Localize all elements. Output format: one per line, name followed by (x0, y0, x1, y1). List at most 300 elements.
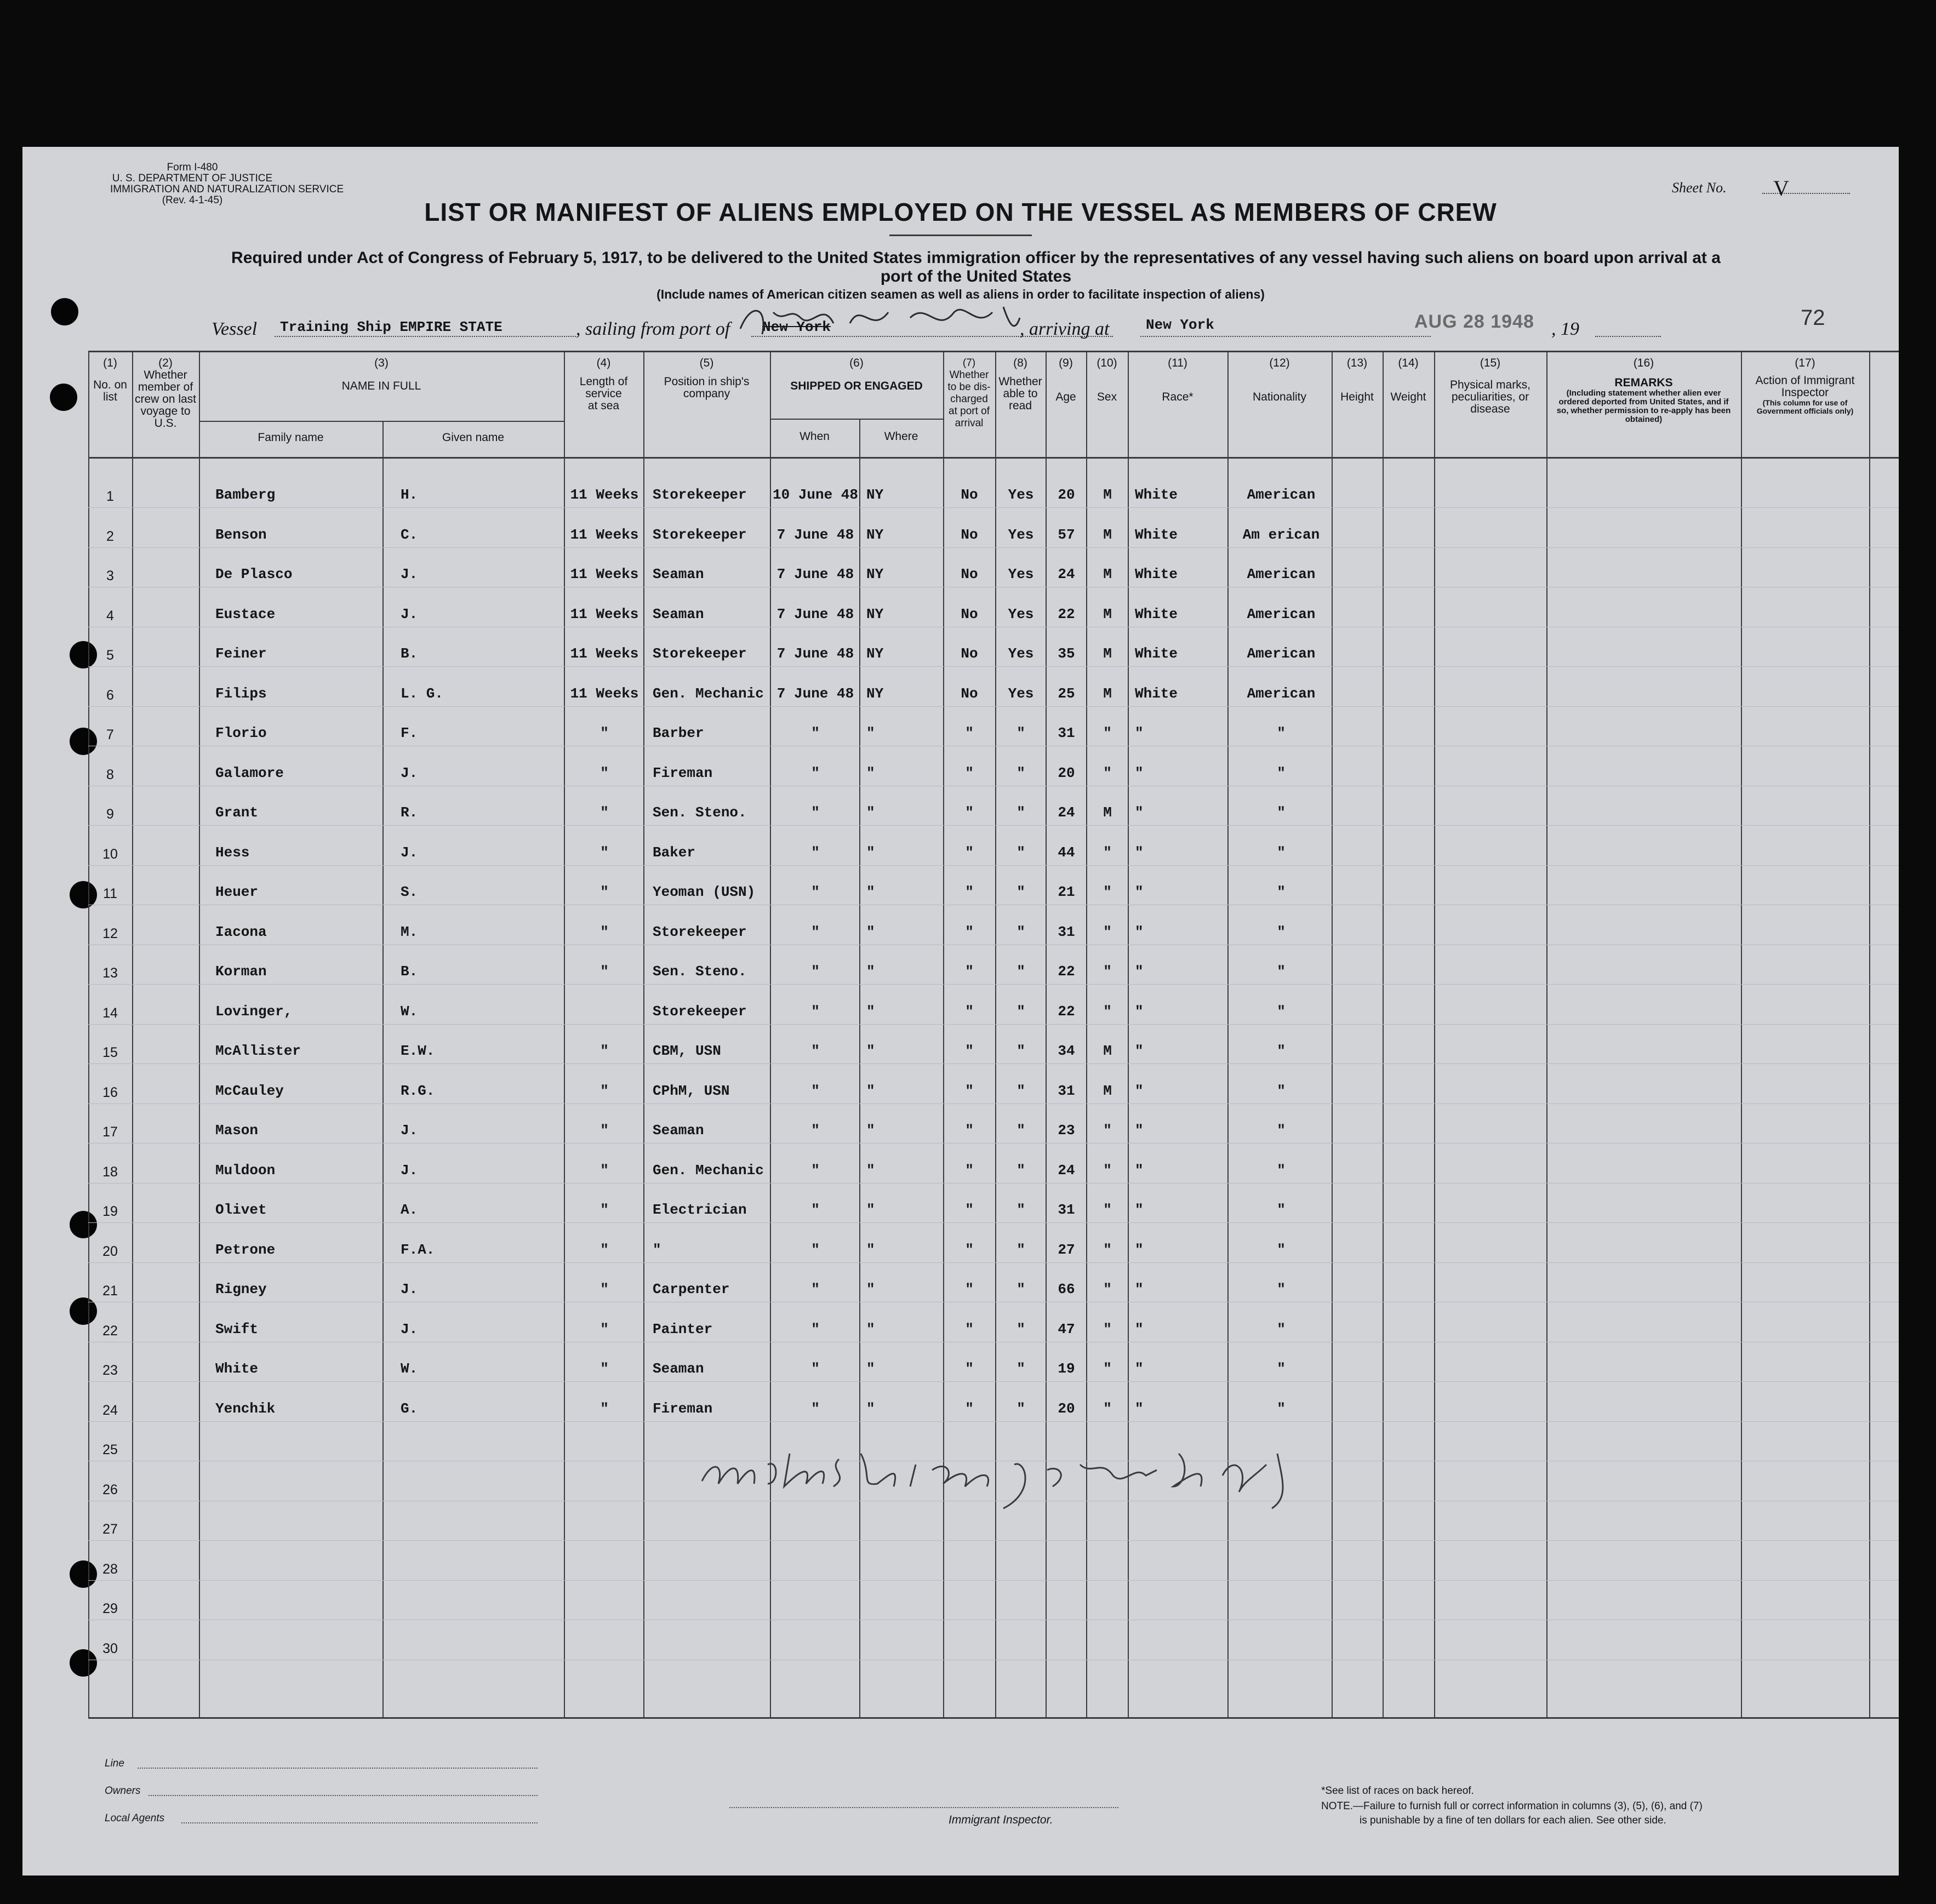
length-of-service: " (600, 1321, 609, 1337)
row-rule (88, 1262, 1899, 1263)
col-1-header: (1) No. on list (93, 357, 127, 403)
family-name: Swift (215, 1321, 259, 1337)
able-to-read: Yes (1008, 527, 1034, 543)
able-to-read: Yes (1008, 606, 1034, 622)
col-rule (1546, 351, 1547, 1719)
given-name: J. (401, 566, 418, 582)
given-name: W. (401, 1003, 418, 1020)
table-bottom-border (88, 1717, 1899, 1719)
shipped-where: NY (866, 685, 884, 702)
shipped-when: 7 June 48 (776, 685, 854, 702)
discharged: " (965, 1003, 974, 1020)
nationality: " (1277, 1202, 1286, 1218)
sex: " (1103, 1202, 1112, 1218)
row-number: 24 (102, 1403, 118, 1418)
shipped-when: " (811, 725, 820, 741)
given-name: J. (401, 606, 418, 622)
position: Baker (653, 844, 696, 861)
row-number: 2 (106, 529, 114, 544)
arriving-underline (1140, 336, 1431, 337)
row-number: 6 (106, 688, 114, 703)
agents-label: Local Agents (105, 1812, 165, 1824)
position: CPhM, USN (653, 1083, 730, 1099)
race: " (1135, 804, 1144, 821)
able-to-read: " (1016, 1242, 1025, 1258)
col-rule (1869, 351, 1870, 1719)
shipped-where: NY (866, 527, 884, 543)
sex: M (1103, 804, 1112, 821)
col-rule (88, 351, 89, 1719)
race: White (1135, 527, 1178, 543)
family-name: Petrone (215, 1242, 276, 1258)
family-name: Eustace (215, 606, 276, 622)
shipped-when: " (811, 1281, 820, 1297)
col-rule (382, 421, 384, 1719)
nationality: " (1277, 804, 1286, 821)
length-of-service: 11 Weeks (570, 487, 639, 503)
given-name: F. (401, 725, 418, 741)
vessel-label: Vessel (212, 319, 258, 339)
vessel-underline (275, 336, 576, 337)
row-number: 20 (102, 1244, 118, 1259)
age: 19 (1058, 1360, 1075, 1377)
sex: M (1103, 566, 1112, 582)
row-number: 26 (102, 1482, 118, 1497)
sex: M (1103, 685, 1112, 702)
age: 66 (1058, 1281, 1075, 1297)
discharged: " (965, 725, 974, 741)
given-name: W. (401, 1360, 418, 1377)
given-name: M. (401, 924, 418, 940)
family-name: Yenchik (215, 1400, 276, 1417)
shipped-when: " (811, 1321, 820, 1337)
position: Gen. Mechanic (653, 1162, 764, 1179)
family-name: Galamore (215, 765, 284, 781)
row-rule (88, 1540, 1899, 1541)
sailing-label: , sailing from port of (576, 319, 730, 339)
position: CBM, USN (653, 1043, 721, 1059)
title-underline (889, 235, 1032, 236)
form-department: U. S. DEPARTMENT OF JUSTICE (112, 173, 273, 184)
col-3-header: (3) NAME IN FULL (341, 357, 421, 392)
row-rule (88, 547, 1899, 548)
given-name: J. (401, 1321, 418, 1337)
discharged: No (961, 487, 978, 503)
discharged: No (961, 527, 978, 543)
shipped-where: " (866, 844, 875, 861)
row-number: 30 (102, 1641, 118, 1656)
col-3a-header: Family name (258, 431, 324, 444)
position: Storekeeper (653, 527, 747, 543)
row-number: 18 (102, 1164, 118, 1180)
length-of-service: " (600, 963, 609, 980)
length-of-service: " (600, 765, 609, 781)
table-top-border (88, 351, 1899, 352)
given-name: J. (401, 1122, 418, 1139)
position: Storekeeper (653, 645, 747, 662)
shipped-when: " (811, 765, 820, 781)
row-number: 28 (102, 1562, 118, 1577)
family-name: Bamberg (215, 487, 276, 503)
discharged: " (965, 1162, 974, 1179)
nationality: " (1277, 924, 1286, 940)
able-to-read: " (1016, 725, 1025, 741)
sex: M (1103, 527, 1112, 543)
able-to-read: Yes (1008, 645, 1034, 662)
shipped-where: " (866, 1003, 875, 1020)
age: 25 (1058, 685, 1075, 702)
row-number: 9 (106, 807, 114, 822)
page-number: 72 (1801, 306, 1825, 330)
race: " (1135, 844, 1144, 861)
shipped-where: NY (866, 606, 884, 622)
family-name: McCauley (215, 1083, 284, 1099)
able-to-read: " (1016, 1122, 1025, 1139)
age: 47 (1058, 1321, 1075, 1337)
shipped-where: NY (866, 487, 884, 503)
age: 24 (1058, 566, 1075, 582)
immigrant-inspector-label: Immigrant Inspector. (949, 1814, 1053, 1826)
able-to-read: " (1016, 804, 1025, 821)
family-name: De Plasco (215, 566, 293, 582)
col-rule (1383, 351, 1384, 1719)
row-number: 22 (102, 1323, 118, 1339)
sex: " (1103, 1400, 1112, 1417)
length-of-service: " (600, 804, 609, 821)
race: " (1135, 1360, 1144, 1377)
family-name: Olivet (215, 1202, 267, 1218)
shipped-when: " (811, 884, 820, 900)
able-to-read: Yes (1008, 685, 1034, 702)
race: " (1135, 1043, 1144, 1059)
discharged: " (965, 804, 974, 821)
col-13-header: (13) Height (1340, 357, 1374, 403)
able-to-read: " (1016, 1043, 1025, 1059)
sex: " (1103, 725, 1112, 741)
row-number: 8 (106, 767, 114, 782)
family-name: Filips (215, 685, 267, 702)
row-number: 17 (102, 1124, 118, 1140)
col-5-header: (5) Position in ship's company (664, 357, 750, 400)
given-name: G. (401, 1400, 418, 1417)
length-of-service: 11 Weeks (570, 527, 639, 543)
able-to-read: " (1016, 1400, 1025, 1417)
col-rule (1332, 351, 1333, 1719)
able-to-read: " (1016, 1360, 1025, 1377)
position: Seaman (653, 1122, 704, 1139)
shipped-where: " (866, 1083, 875, 1099)
shipped-when: 7 June 48 (776, 606, 854, 622)
discharged: " (965, 1083, 974, 1099)
length-of-service: " (600, 1083, 609, 1099)
manifest-sheet (22, 147, 1899, 1876)
shipped-when: " (811, 844, 820, 861)
sex: M (1103, 487, 1112, 503)
length-of-service: " (600, 725, 609, 741)
row-rule (88, 1381, 1899, 1382)
sheet-number-label: Sheet No. (1672, 180, 1727, 196)
given-name: C. (401, 527, 418, 543)
shipped-when: " (811, 1242, 820, 1258)
shipped-where: " (866, 1162, 875, 1179)
race: " (1135, 1202, 1144, 1218)
given-name: L. G. (401, 685, 444, 702)
sex: M (1103, 1043, 1112, 1059)
nationality: " (1277, 725, 1286, 741)
penalty-note-2: is punishable by a fine of ten dollars for each alien. See other side. (1360, 1815, 1666, 1826)
sex: " (1103, 1162, 1112, 1179)
shipped-where: NY (866, 645, 884, 662)
race: " (1135, 1162, 1144, 1179)
row-number: 15 (102, 1045, 118, 1060)
penalty-note-1: NOTE.—Failure to furnish full or correct information in columns (3), (5), (6), and (7) (1321, 1800, 1703, 1812)
race: " (1135, 1083, 1144, 1099)
age: 31 (1058, 725, 1075, 741)
given-name: E.W. (401, 1043, 435, 1059)
able-to-read: " (1016, 1202, 1025, 1218)
shipped-where: " (866, 963, 875, 980)
agents-underline (181, 1822, 538, 1823)
race-note: *See list of races on back hereof. (1321, 1785, 1474, 1797)
length-of-service: " (600, 1043, 609, 1059)
given-name: F.A. (401, 1242, 435, 1258)
row-rule (88, 1024, 1899, 1025)
nationality: " (1277, 1162, 1286, 1179)
discharged: " (965, 1400, 974, 1417)
able-to-read: " (1016, 924, 1025, 940)
col-rule (1741, 351, 1742, 1719)
family-name: Muldoon (215, 1162, 276, 1179)
row-rule (88, 507, 1899, 508)
discharged: " (965, 884, 974, 900)
position: " (653, 1242, 661, 1258)
race: " (1135, 1400, 1144, 1417)
row-rule (88, 1222, 1899, 1223)
col-3b-header: Given name (442, 431, 505, 444)
col-rule (132, 351, 133, 1719)
family-name: McAllister (215, 1043, 301, 1059)
length-of-service: " (600, 1400, 609, 1417)
given-name: J. (401, 765, 418, 781)
punch-hole (50, 384, 77, 411)
given-name: B. (401, 645, 418, 662)
position: Fireman (653, 765, 713, 781)
nationality: Am erican (1242, 527, 1320, 543)
age: 22 (1058, 963, 1075, 980)
shipped-where: " (866, 1242, 875, 1258)
length-of-service: 11 Weeks (570, 606, 639, 622)
age: 44 (1058, 844, 1075, 861)
nationality: " (1277, 765, 1286, 781)
nationality: " (1277, 1043, 1286, 1059)
row-rule (88, 865, 1899, 866)
age: 24 (1058, 804, 1075, 821)
age: 27 (1058, 1242, 1075, 1258)
vessel-name: Training Ship EMPIRE STATE (280, 319, 502, 335)
given-name: R. (401, 804, 418, 821)
col-17-header: (17) Action of Immigrant Inspector (This column for use of Government officials only) (1755, 357, 1855, 415)
able-to-read: Yes (1008, 487, 1034, 503)
nationality: American (1247, 685, 1316, 702)
port-from: New York (762, 319, 831, 335)
race: " (1135, 1003, 1144, 1020)
family-name: Korman (215, 963, 267, 980)
shipped-where: " (866, 804, 875, 821)
form-revision: (Rev. 4-1-45) (162, 195, 223, 206)
discharged: " (965, 1360, 974, 1377)
row-number: 11 (103, 886, 117, 901)
shipped-when: " (811, 924, 820, 940)
sex: M (1103, 606, 1112, 622)
given-name: S. (401, 884, 418, 900)
discharged: No (961, 606, 978, 622)
family-name: Heuer (215, 884, 259, 900)
nationality: American (1247, 645, 1316, 662)
row-number: 7 (106, 727, 114, 742)
shipped-when: " (811, 1162, 820, 1179)
shipped-where: " (866, 1400, 875, 1417)
sex: " (1103, 1321, 1112, 1337)
shipped-where: " (866, 725, 875, 741)
age: 20 (1058, 487, 1075, 503)
sex: M (1103, 1083, 1112, 1099)
length-of-service: " (600, 884, 609, 900)
family-name: Lovinger, (215, 1003, 293, 1020)
row-number: 25 (102, 1442, 118, 1457)
family-name: Florio (215, 725, 267, 741)
shipped-where: " (866, 884, 875, 900)
position: Seaman (653, 566, 704, 582)
able-to-read: " (1016, 963, 1025, 980)
discharged: No (961, 645, 978, 662)
age: 21 (1058, 884, 1075, 900)
shipped-where: NY (866, 566, 884, 582)
sex: " (1103, 765, 1112, 781)
family-name: Grant (215, 804, 259, 821)
year-label: , 19 (1551, 319, 1579, 339)
row-number: 13 (102, 965, 118, 981)
race: " (1135, 725, 1144, 741)
shipped-where: " (866, 1122, 875, 1139)
sex: M (1103, 645, 1112, 662)
position: Fireman (653, 1400, 713, 1417)
inspector-signature (696, 1432, 1321, 1514)
discharged: " (965, 1242, 974, 1258)
col-rule (199, 351, 200, 1719)
col-9-header: (9) Age (1055, 357, 1076, 403)
shipped-when: " (811, 1043, 820, 1059)
family-name: Benson (215, 527, 267, 543)
given-name: H. (401, 487, 418, 503)
position: Painter (653, 1321, 713, 1337)
form-service: IMMIGRATION AND NATURALIZATION SERVICE (110, 184, 344, 195)
name-subheader-rule (199, 421, 564, 422)
date-stamp: AUG 28 1948 (1414, 311, 1534, 332)
age: 23 (1058, 1122, 1075, 1139)
given-name: J. (401, 1162, 418, 1179)
race: White (1135, 487, 1178, 503)
given-name: B. (401, 963, 418, 980)
sex: " (1103, 1122, 1112, 1139)
position: Carpenter (653, 1281, 730, 1297)
shipped-where: " (866, 1321, 875, 1337)
shipped-where: " (866, 1202, 875, 1218)
race: " (1135, 884, 1144, 900)
age: 31 (1058, 924, 1075, 940)
shipped-when: " (811, 1360, 820, 1377)
shipped-where: " (866, 1360, 875, 1377)
arriving-port: New York (1146, 317, 1214, 333)
position: Gen. Mechanic (653, 685, 764, 702)
form-title: LIST OR MANIFEST OF ALIENS EMPLOYED ON THE VESSEL AS MEMBERS OF CREW (424, 198, 1497, 226)
shipped-subheader-rule (770, 419, 943, 420)
age: 20 (1058, 765, 1075, 781)
race: White (1135, 606, 1178, 622)
length-of-service: " (600, 924, 609, 940)
able-to-read: " (1016, 1003, 1025, 1020)
length-of-service: 11 Weeks (570, 566, 639, 582)
shipped-when: 7 June 48 (776, 566, 854, 582)
race: " (1135, 765, 1144, 781)
shipped-when: " (811, 1400, 820, 1417)
row-rule (88, 1580, 1899, 1581)
discharged: " (965, 1281, 974, 1297)
col-rule (859, 419, 860, 1719)
race: " (1135, 924, 1144, 940)
sheet-number-value: V (1762, 175, 1850, 194)
shipped-when: 7 June 48 (776, 527, 854, 543)
shipped-when: " (811, 804, 820, 821)
nationality: " (1277, 1003, 1286, 1020)
col-16-header: (16) REMARKS (Including statement whether alien ever ordered deported from United States, and if so, whether permission to re-apply has been obtained) (1556, 357, 1731, 424)
able-to-read: " (1016, 1281, 1025, 1297)
handwritten-port-scrawl (729, 290, 1036, 351)
col-7-header: (7) Whether to be dis-charged at port of arrival (947, 357, 991, 429)
family-name: Iacona (215, 924, 267, 940)
punch-hole (51, 298, 78, 325)
discharged: " (965, 1122, 974, 1139)
row-number: 16 (102, 1085, 118, 1100)
shipped-when: 10 June 48 (772, 487, 859, 503)
row-number: 19 (102, 1204, 118, 1219)
col-14-header: (14) Weight (1390, 357, 1426, 403)
nationality: " (1277, 1360, 1286, 1377)
age: 24 (1058, 1162, 1075, 1179)
col-10-header: (10) Sex (1097, 357, 1117, 403)
col-rule (564, 351, 565, 1719)
given-name: R.G. (401, 1083, 435, 1099)
sex: " (1103, 963, 1112, 980)
age: 35 (1058, 645, 1075, 662)
position: Electrician (653, 1202, 747, 1218)
col-2-header: (2) Whether member of crew on last voyage to U.S. (134, 357, 197, 430)
row-number: 3 (106, 568, 114, 584)
shipped-when: " (811, 1003, 820, 1020)
nationality: American (1247, 487, 1316, 503)
row-rule (88, 666, 1899, 667)
shipped-where: " (866, 765, 875, 781)
col-12-header: (12) Nationality (1252, 357, 1307, 403)
age: 31 (1058, 1083, 1075, 1099)
position: Seaman (653, 1360, 704, 1377)
able-to-read: " (1016, 884, 1025, 900)
row-number: 4 (106, 608, 114, 624)
line-underline (138, 1768, 538, 1769)
inspector-underline (729, 1807, 1118, 1808)
row-number: 5 (106, 648, 114, 663)
col-rule (643, 351, 644, 1719)
col-4-header: (4) Length of service at sea (579, 357, 628, 412)
